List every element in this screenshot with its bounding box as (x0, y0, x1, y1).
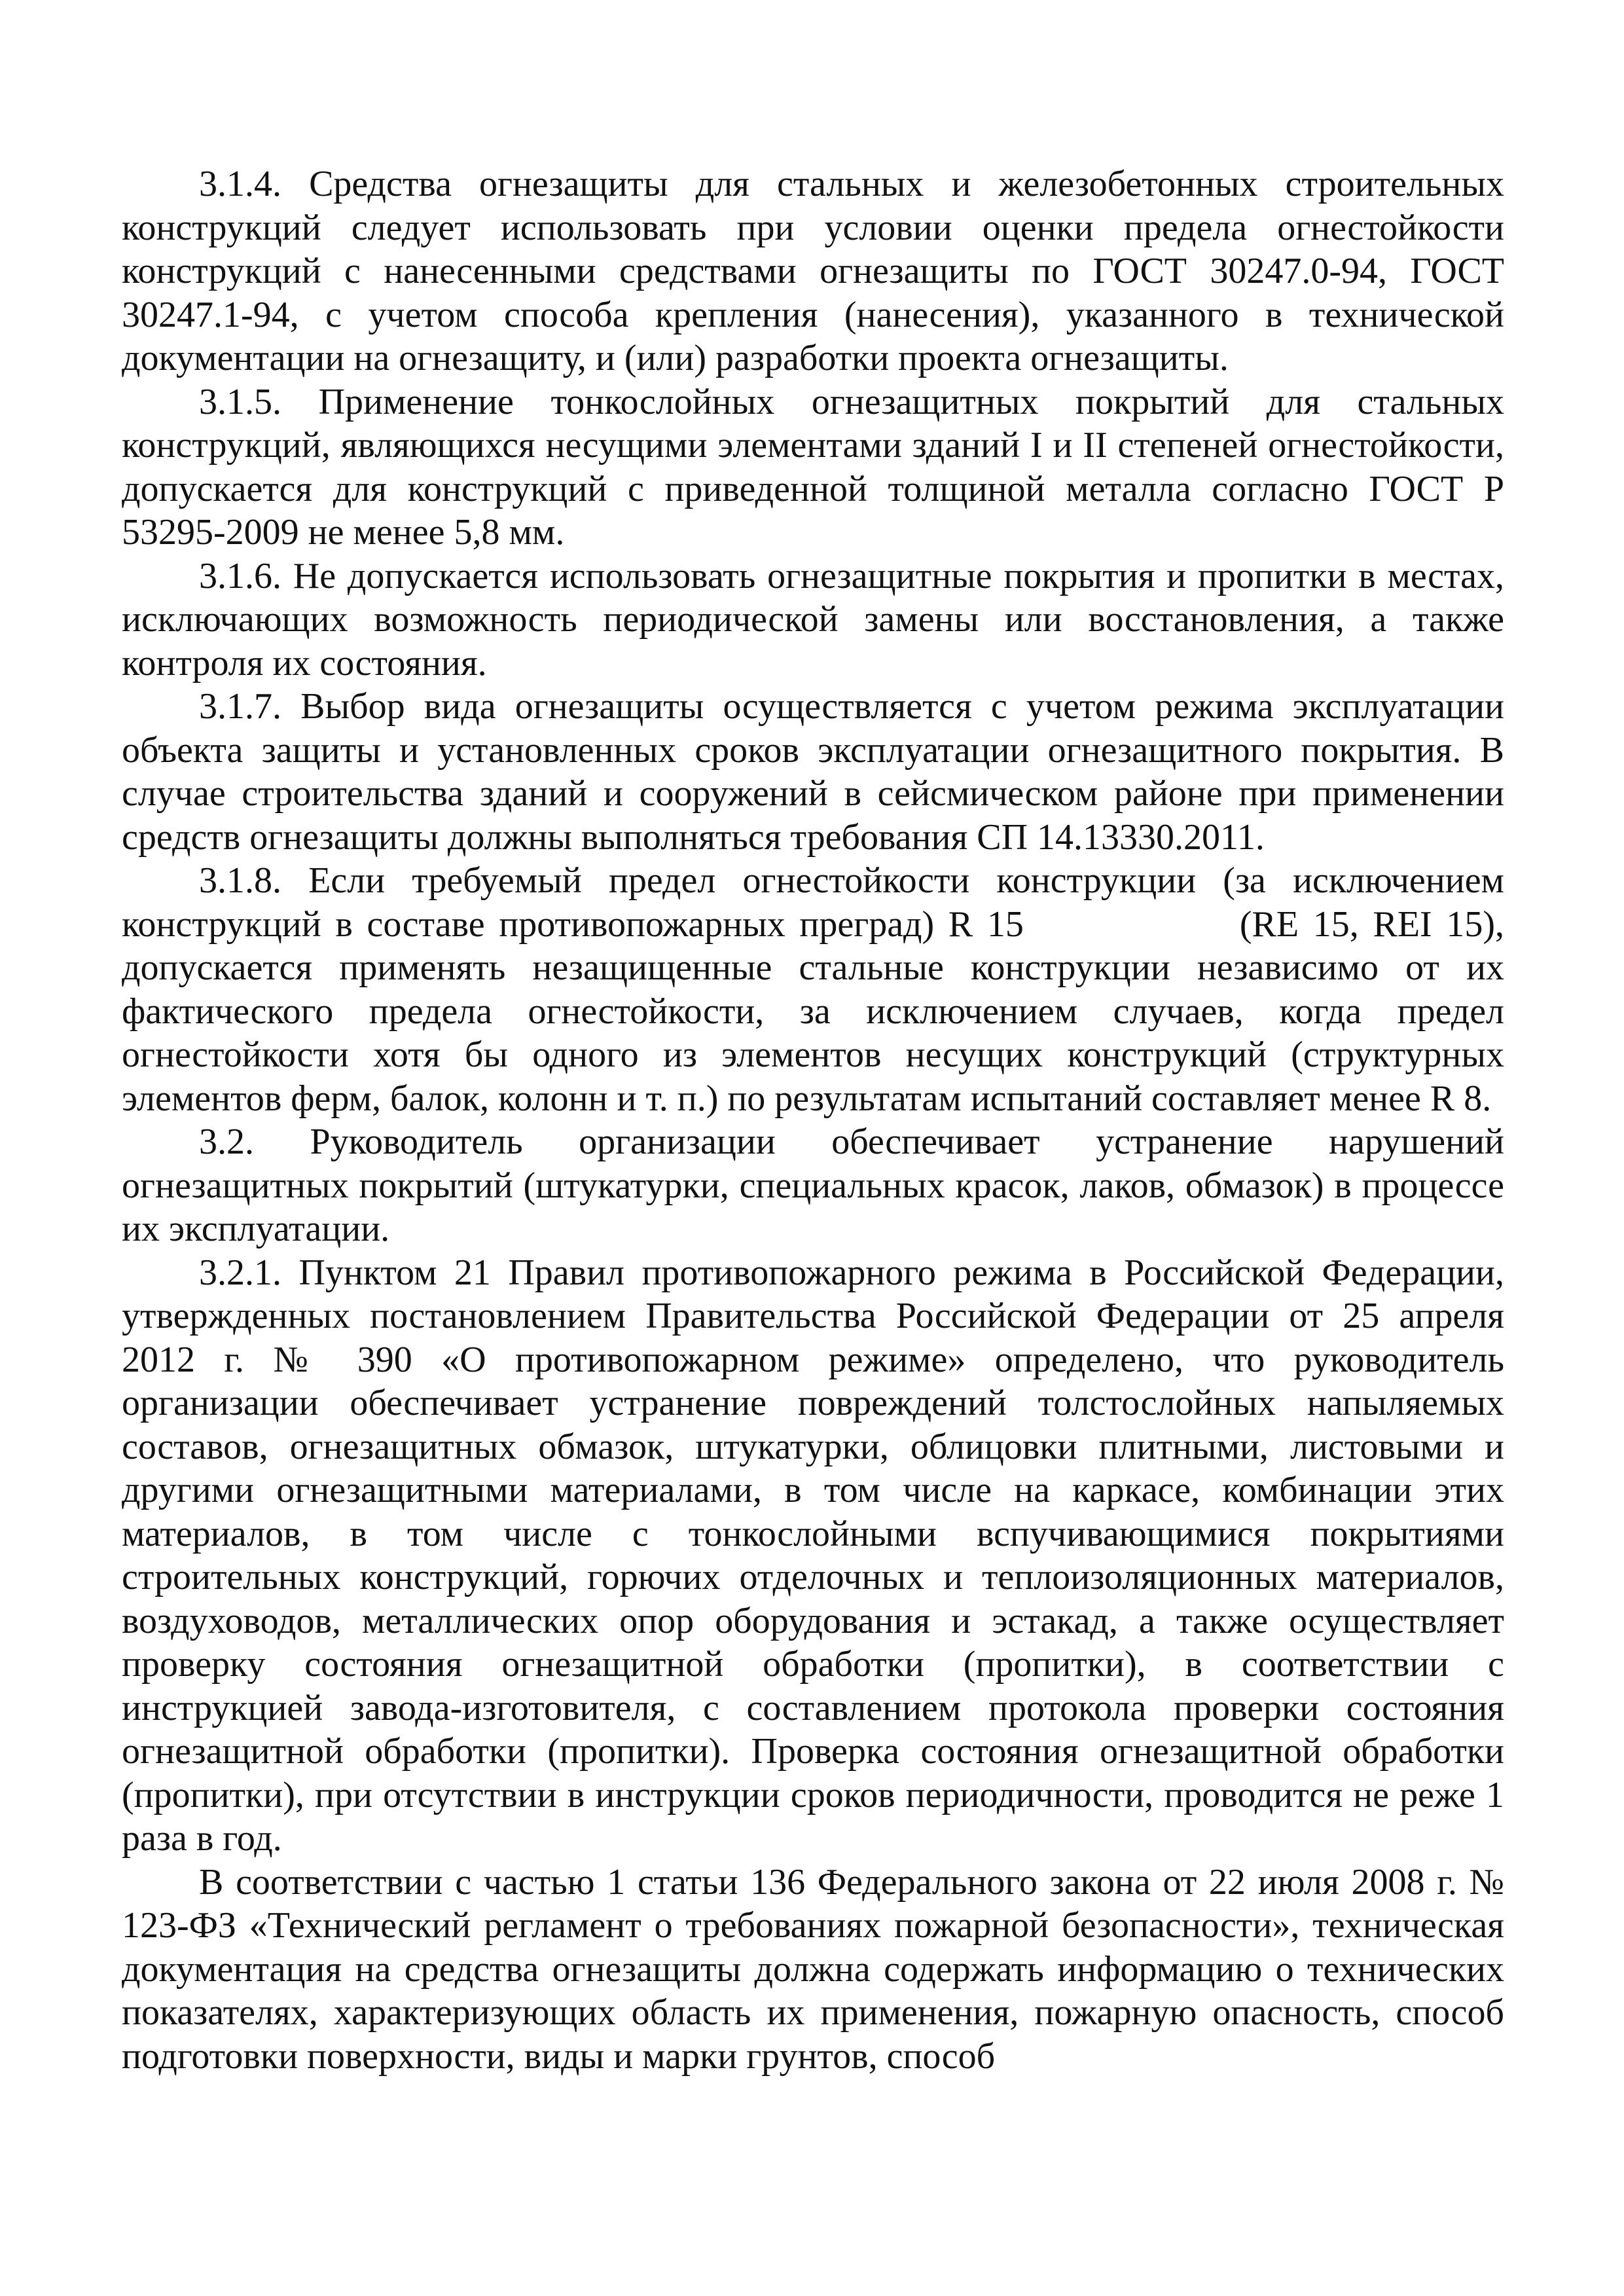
paragraph-3-1-5: 3.1.5. Применение тонкослойных огнезащитных покрытий для стальных конструкций, являющихся несущими элементами зданий I и II степеней огнестойкости, допускается для конструкций с приведенной толщиной металла согласно ГОСТ Р 53295-2009 не менее 5,8 мм. (122, 381, 1504, 553)
paragraph-federal-law: В соответствии с частью 1 статьи 136 Федерального закона от 22 июля 2008 г. № 123-ФЗ «Технический регламент о требованиях пожарной безопасности», техническая документация на средства огнезащиты должна содержать информацию о технических показателях, характеризующих область их применения, пожарную опасность, способ подготовки поверхности, виды и марки грунтов, способ (122, 1861, 1504, 2077)
paragraph-3-1-6: 3.1.6. Не допускается использовать огнезащитные покрытия и пропитки в местах, исключающих возможность периодической замены или восстановления, а также контроля их состояния. (122, 555, 1504, 683)
paragraph-3-1-4: 3.1.4. Средства огнезащиты для стальных и железобетонных строительных конструкций следует использовать при условии оценки предела огнестойкости конструкций с нанесенными средствами огнезащиты по ГОСТ 30247.0-94, ГОСТ 30247.1-94, с учетом способа крепления (нанесения), указанного в технической документации на огнезащиту, и (или) разработки проекта огнезащиты. (122, 164, 1504, 378)
paragraph-3-1-8-part-a: 3.1.8. Если требуемый предел огнестойкости конструкции (за исключением конструкций в составе противопожарных преград) R 15 (122, 860, 1504, 945)
document-page (122, 162, 1504, 2078)
paragraph-3-2-1: 3.2.1. Пунктом 21 Правил противопожарного режима в Российской Федерации, утвержденных постановлением Правительства Российской Федерации от 25 апреля 2012 г. № 390 «О противопожарном режиме» определено, что руководитель организации обеспечивает устранение повреждений толстослойных напыляемых составов, огнезащитных обмазок, штукатурки, облицовки плитными, листовыми и другими огнезащитными материалами, в том числе на каркасе, комбинации этих материалов, в том числе с тонкослойными вспучивающимися покрытиями строительных конструкций, горючих отделочных и теплоизоляционных материалов, воздуховодов, металлических опор оборудования и эстакад, а также осуществляет проверку состояния огнезащитной обработки (пропитки), в соответствии с инструкцией завода-изготовителя, с составлением протокола проверки состояния огнезащитной обработки (пропитки). Проверка состояния огнезащитной обработки (пропитки), при отсутствии в инструкции сроков периодичности, проводится не реже 1 раза в год. (122, 1252, 1504, 1859)
paragraph-3-1-7: 3.1.7. Выбор вида огнезащиты осуществляется с учетом режима эксплуатации объекта защиты и установленных сроков эксплуатации огнезащитного покрытия. В случае строительства зданий и сооружений в сейсмическом районе при применении средств огнезащиты должны выполняться требования СП 14.13330.2011. (122, 686, 1504, 858)
paragraph-3-2: 3.2. Руководитель организации обеспечивает устранение нарушений огнезащитных покрытий (штукатурки, специальных красок, лаков, обмазок) в процессе их эксплуатации. (122, 1121, 1504, 1249)
paragraph-3-1-8-part-b: (RE 15, REI 15), допускается применять незащищенные стальные конструкции независимо от их фактического предела огнестойкости, за исключением случаев, когда предел огнестойкости хотя бы одного из элементов несущих конструкций (структурных элементов ферм, балок, колонн и т. п.) по результатам испытаний составляет менее R 8. (122, 903, 1505, 1119)
paragraph-3-1-8 (122, 859, 1504, 1120)
